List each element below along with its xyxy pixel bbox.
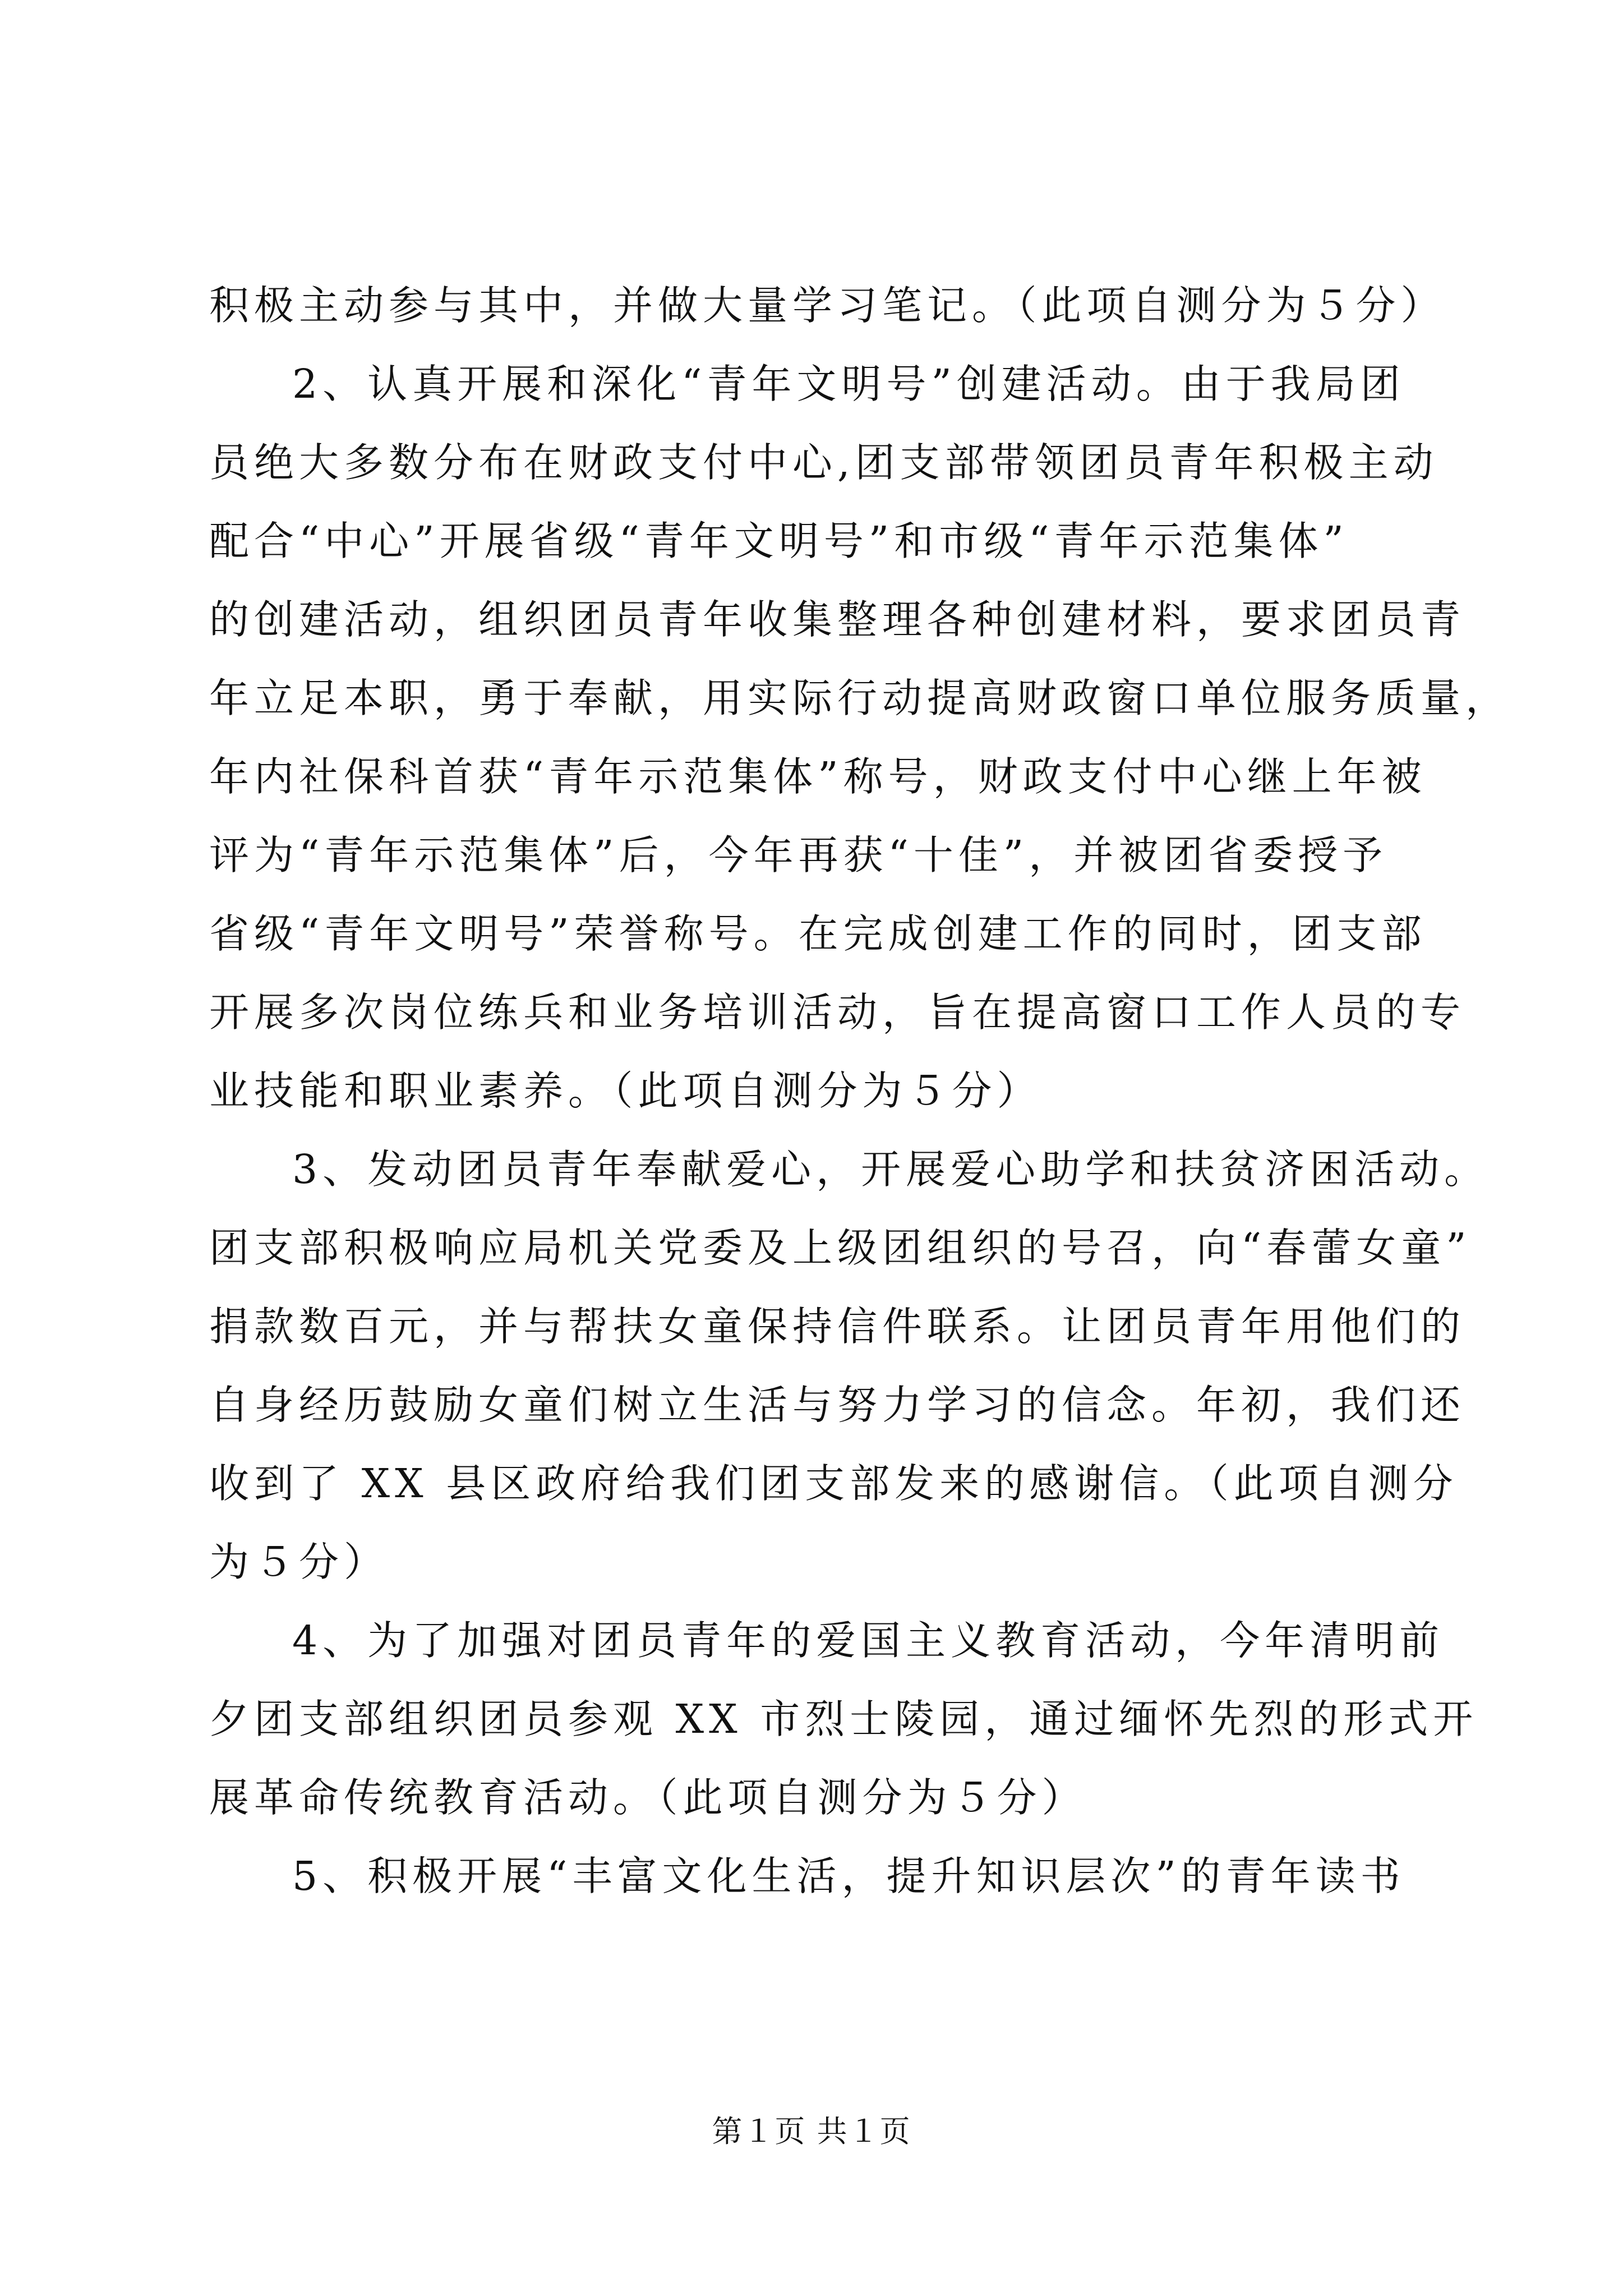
paragraph-line: 评为“青年示范集体”后，今年再获“十佳”，并被团省委授予 [209,832,1388,878]
document-body [209,266,1511,1916]
paragraph-line: 团支部积极响应局机关党委及上级团组织的号召，向“春蕾女童” [209,1225,1472,1271]
paragraph-line: 2、认真开展和深化“青年文明号”创建活动。由于我局团 [292,361,1405,407]
paragraph-line: 展革命传统教育活动。（此项自测分为５分） [209,1774,1087,1821]
paragraph-line: 业技能和职业素养。（此项自测分为５分） [209,1068,1042,1114]
paragraph-line: 年立足本职，勇于奉献，用实际行动提高财政窗口单位服务质量， [209,675,1511,721]
paragraph-line: 收到了 XX 县区政府给我们团支部发来的感谢信。（此项自测分 [209,1460,1458,1507]
paragraph-line: 省级“青年文明号”荣誉称号。在完成创建工作的同时，团支部 [209,910,1427,957]
paragraph-line: 4、为了加强对团员青年的爱国主义教育活动，今年清明前 [292,1617,1445,1664]
paragraph-line: 开展多次岗位练兵和业务培训活动，旨在提高窗口工作人员的专 [209,989,1466,1036]
paragraph-line: 5、积极开展“丰富文化生活，提升知识层次”的青年读书 [292,1853,1405,1899]
page-number-footer: 第１页 共１页 [712,2114,911,2149]
paragraph-line: 为５分） [209,1539,389,1585]
paragraph-line: 的创建活动，组织团员青年收集整理各种创建材料，要求团员青 [209,596,1466,643]
paragraph-line: 3、发动团员青年奉献爱心，开展爱心助学和扶贫济困活动。 [292,1146,1490,1193]
paragraph-line: 夕团支部组织团员参观 XX 市烈士陵园，通过缅怀先烈的形式开 [209,1696,1478,1742]
paragraph-line: 积极主动参与其中，并做大量学习笔记。（此项自测分为５分） [209,282,1446,329]
paragraph-line: 自身经历鼓励女童们树立生活与努力学习的信念。年初，我们还 [209,1382,1466,1428]
paragraph-line: 捐款数百元，并与帮扶女童保持信件联系。让团员青年用他们的 [209,1303,1466,1350]
paragraph-line: 员绝大多数分布在财政支付中心,团支部带领团员青年积极主动 [209,439,1438,486]
paragraph-line: 配合“中心”开展省级“青年文明号”和市级“青年示范集体” [209,518,1349,564]
paragraph-line: 年内社保科首获“青年示范集体”称号，财政支付中心继上年被 [209,753,1427,800]
